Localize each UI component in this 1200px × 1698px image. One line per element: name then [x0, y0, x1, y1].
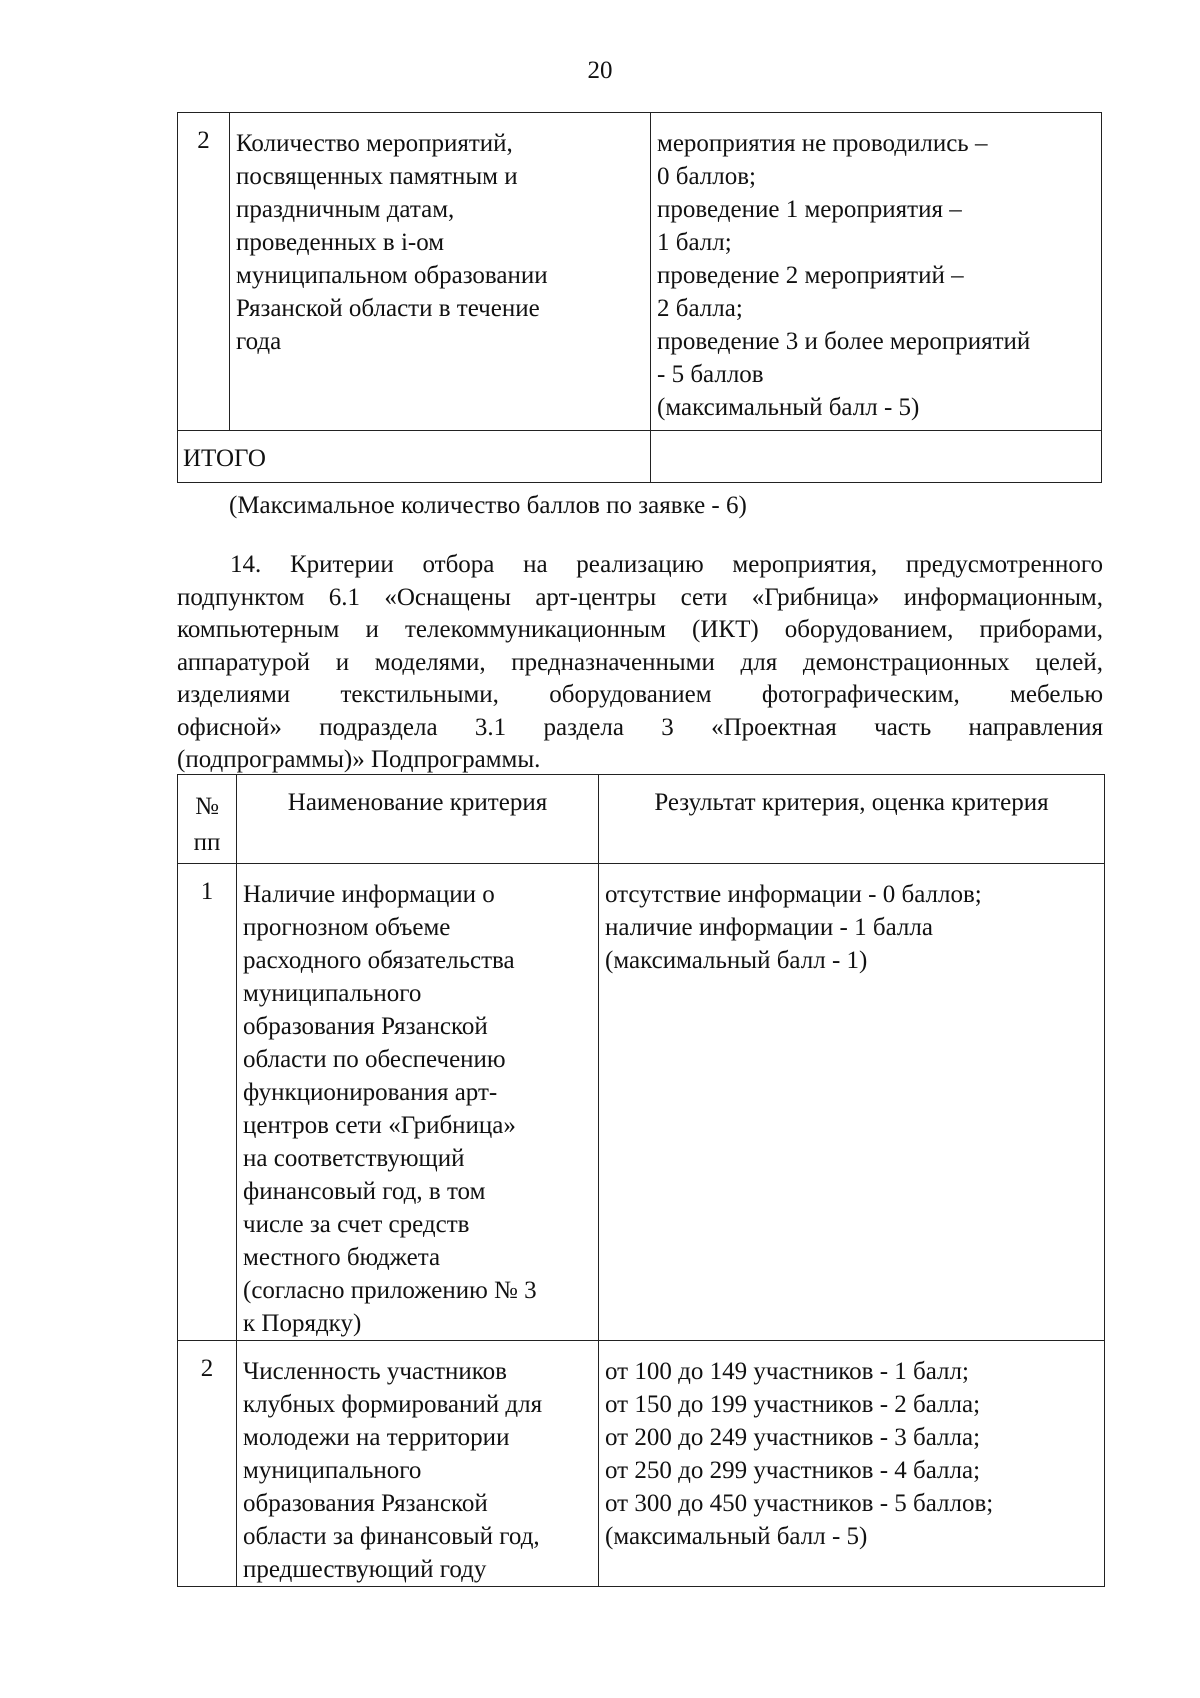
criterion-name-line: Наличие информации о — [243, 881, 495, 908]
total-value — [651, 431, 1102, 483]
criterion-name-line: образования Рязанской — [243, 1013, 488, 1040]
criterion-name-line: Рязанской области в течение — [236, 295, 540, 322]
row-number: 1 — [178, 864, 237, 1341]
criterion-result-line: от 100 до 149 участников - 1 балл; — [605, 1358, 969, 1385]
criterion-name-line: года — [236, 328, 282, 355]
criterion-name-line: к Порядку) — [243, 1310, 362, 1337]
criterion-result-line: отсутствие информации - 0 баллов; — [605, 881, 982, 908]
row-number: 2 — [178, 1341, 237, 1587]
criterion-name-line: на соответствующий — [243, 1145, 465, 1172]
criteria-table-continued — [177, 112, 1102, 483]
criterion-result-line: (максимальный балл - 1) — [605, 947, 868, 974]
criterion-result-line: (максимальный балл - 5) — [605, 1523, 868, 1550]
criterion-name-line: прогнозном объеме — [243, 914, 451, 941]
criterion-name-cell — [237, 864, 599, 1341]
paragraph-line: офисной» подраздела 3.1 раздела 3 «Проектная часть направления — [177, 713, 1103, 741]
criterion-result-line: мероприятия не проводились – — [657, 130, 988, 157]
paragraph-line: (подпрограммы)» Подпрограммы. — [177, 746, 541, 773]
criterion-name-line: Численность участников — [243, 1358, 507, 1385]
header-criterion-result: Результат критерия, оценка критерия — [599, 775, 1105, 864]
criterion-result-cell — [651, 113, 1102, 431]
criterion-name-line: предшествующий году — [243, 1556, 487, 1583]
criterion-result-cell — [599, 864, 1105, 1341]
table-row — [178, 113, 1102, 431]
total-label: ИТОГО — [178, 431, 651, 483]
criterion-name-cell — [237, 1341, 599, 1587]
criterion-name-line: молодежи на территории — [243, 1424, 510, 1451]
criterion-result-line: от 200 до 249 участников - 3 балла; — [605, 1424, 981, 1451]
criterion-name-line: центров сети «Грибница» — [243, 1112, 516, 1139]
paragraph-line: 14. Критерии отбора на реализацию мероприятия, предусмотренного — [230, 551, 1103, 578]
table-row — [178, 1341, 1105, 1587]
criterion-result-line: - 5 баллов — [657, 361, 764, 388]
criterion-name-line: посвященных памятным и — [236, 163, 518, 190]
total-row — [178, 431, 1102, 483]
criterion-name-line: (согласно приложению № 3 — [243, 1277, 537, 1304]
header-number — [178, 775, 237, 864]
criterion-name-line: проведенных в i-ом — [236, 229, 445, 256]
criterion-name-line: клубных формирований для — [243, 1391, 543, 1418]
paragraph-line: аппаратурой и моделями, предназначенными для демонстрационных целей, — [177, 648, 1103, 676]
criterion-result-line: от 150 до 199 участников - 2 балла; — [605, 1391, 981, 1418]
criterion-result-line: 2 балла; — [657, 295, 743, 322]
criterion-result-line: проведение 1 мероприятия – — [657, 196, 962, 223]
criterion-result-line: от 300 до 450 участников - 5 баллов; — [605, 1490, 994, 1517]
criterion-name-line: муниципальном образовании — [236, 262, 548, 289]
criterion-name-line: числе за счет средств — [243, 1211, 470, 1238]
criterion-name-cell — [230, 113, 651, 431]
criterion-result-line: 1 балл; — [657, 229, 732, 256]
criterion-name-line: муниципального — [243, 980, 422, 1007]
criterion-result-line: проведение 3 и более мероприятий — [657, 328, 1031, 355]
paragraph-line: подпунктом 6.1 «Оснащены арт-центры сети «Грибница» информационным, — [177, 583, 1103, 611]
header-number-line: № — [195, 793, 219, 820]
criterion-result-line: наличие информации - 1 балла — [605, 914, 933, 941]
criterion-name-line: местного бюджета — [243, 1244, 441, 1271]
criterion-name-line: муниципального — [243, 1457, 422, 1484]
header-number-line: пп — [193, 829, 221, 856]
criterion-name-line: области за финансовый год, — [243, 1523, 540, 1550]
page-number: 20 — [587, 57, 613, 84]
criterion-result-cell — [599, 1341, 1105, 1587]
criterion-result-line: 0 баллов; — [657, 163, 756, 190]
criterion-result-line: (максимальный балл - 5) — [657, 394, 920, 421]
criterion-result-line: проведение 2 мероприятий – — [657, 262, 964, 289]
table-header-row — [178, 775, 1105, 864]
table-row — [178, 864, 1105, 1341]
criterion-result-line: от 250 до 299 участников - 4 балла; — [605, 1457, 981, 1484]
row-number: 2 — [178, 113, 230, 431]
max-score-note: (Максимальное количество баллов по заявке - 6) — [229, 492, 747, 519]
paragraph-line: изделиями текстильными, оборудованием фотографическим, мебелью — [177, 681, 1103, 708]
criterion-name-line: образования Рязанской — [243, 1490, 488, 1517]
criterion-name-line: функционирования арт- — [243, 1079, 498, 1106]
criterion-name-line: праздничным датам, — [236, 196, 455, 223]
section-paragraph — [177, 549, 1103, 777]
criteria-table — [177, 774, 1105, 1587]
header-criterion-name: Наименование критерия — [237, 775, 599, 864]
criterion-name-line: финансовый год, в том — [243, 1178, 486, 1205]
criterion-name-line: Количество мероприятий, — [236, 130, 513, 157]
criterion-name-line: расходного обязательства — [243, 947, 515, 974]
paragraph-line: компьютерным и телекоммуникационным (ИКТ) оборудованием, приборами, — [177, 616, 1103, 643]
criterion-name-line: области по обеспечению — [243, 1046, 506, 1073]
